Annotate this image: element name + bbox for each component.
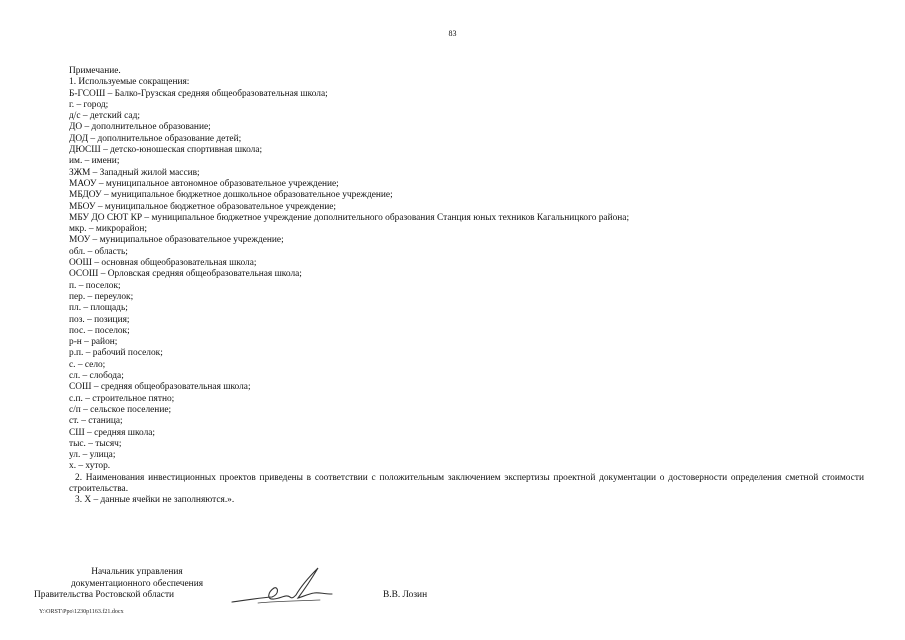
abbreviation-item: пл. – площадь; — [69, 303, 128, 314]
abbreviation-item: г. – город; — [69, 99, 109, 110]
abbreviation-item: поз. – позиция; — [69, 314, 130, 325]
abbreviation-item: МАОУ – муниципальное автономное образовательное учреждение; — [69, 178, 339, 189]
abbreviation-item: СШ – средняя школа; — [69, 427, 156, 438]
abbreviation-item: тыс. – тысяч; — [69, 438, 122, 449]
abbreviation-item: р-н – район; — [69, 337, 118, 348]
abbreviation-item: с/п – сельское поселение; — [69, 404, 172, 415]
notes-section — [69, 66, 864, 507]
abbreviation-item: пос. – поселок; — [69, 325, 130, 336]
abbreviation-item: ОСОШ – Орловская средняя общеобразовательная школа; — [69, 269, 302, 280]
abbreviation-item: им. – имени; — [69, 156, 120, 167]
abbreviation-item: ул. – улица; — [69, 450, 116, 461]
handwritten-signature — [228, 564, 338, 613]
abbreviation-item: х. – хутор. — [69, 461, 111, 472]
file-path: Y:\ORST\Ppo\1230p1163.f21.docx — [39, 609, 124, 615]
signatory-title-line-2: документационного обеспечения — [70, 578, 204, 589]
abbreviation-item: Б-ГСОШ – Балко-Грузская средняя общеобразовательная школа; — [69, 88, 328, 99]
abbreviation-item: ООШ – основная общеобразовательная школа; — [69, 258, 257, 269]
page-number: 83 — [448, 29, 457, 38]
abbreviation-item: ЗЖМ – Западный жилой массив; — [69, 167, 200, 178]
abbreviation-item: МБОУ – муниципальное бюджетное образовательное учреждение; — [69, 201, 336, 212]
abbreviation-item: ДО – дополнительное образование; — [69, 122, 211, 133]
item1-heading: 1. Используемые сокращения: — [69, 77, 190, 88]
abbreviation-item: ДЮСШ – детско-юношеская спортивная школа; — [69, 145, 263, 156]
signatory-title-line-3: Правительства Ростовской области — [34, 590, 175, 600]
abbreviation-list — [69, 89, 864, 473]
abbreviation-item: МБДОУ – муниципальное бюджетное дошкольное образовательное учреждение; — [69, 190, 393, 201]
abbreviation-item: р.п. – рабочий поселок; — [69, 348, 163, 359]
abbreviation-item: обл. – область; — [69, 246, 128, 257]
abbreviation-item: с.п. – строительное пятно; — [69, 393, 175, 404]
abbreviation-item: пер. – переулок; — [69, 291, 134, 302]
abbreviation-item: МОУ – муниципальное образовательное учреждение; — [69, 235, 284, 246]
abbreviation-item: СОШ – средняя общеобразовательная школа; — [69, 382, 251, 393]
note-item-2: 2. Наименования инвестиционных проектов приведены в соответствии с положительным заключением экспертизы проектной документации о достоверности определения сметной стоимости строительства. — [69, 472, 864, 494]
abbreviation-item: ДОД – дополнительное образование детей; — [69, 133, 242, 144]
abbreviation-item: п. – поселок; — [69, 280, 121, 291]
abbreviation-item: ст. – станица; — [69, 416, 123, 427]
abbreviation-item: МБУ ДО СЮТ КР – муниципальное бюджетное учреждение дополнительного образования Станция юных техников Кагальницкого района; — [69, 212, 630, 223]
signer-name: В.В. Лозин — [383, 590, 428, 600]
note-item-3: 3. Х – данные ячейки не заполняются.». — [75, 495, 235, 506]
abbreviation-item: мкр. – микрорайон; — [69, 224, 147, 235]
signatory-title-line-1: Начальник управления — [91, 567, 183, 577]
note-heading: Примечание. — [69, 66, 121, 76]
abbreviation-item: д/с – детский сад; — [69, 111, 140, 122]
abbreviation-item: с. – село; — [69, 359, 106, 370]
abbreviation-item: сл. – слобода; — [69, 371, 124, 382]
signature-title-block — [34, 567, 240, 602]
